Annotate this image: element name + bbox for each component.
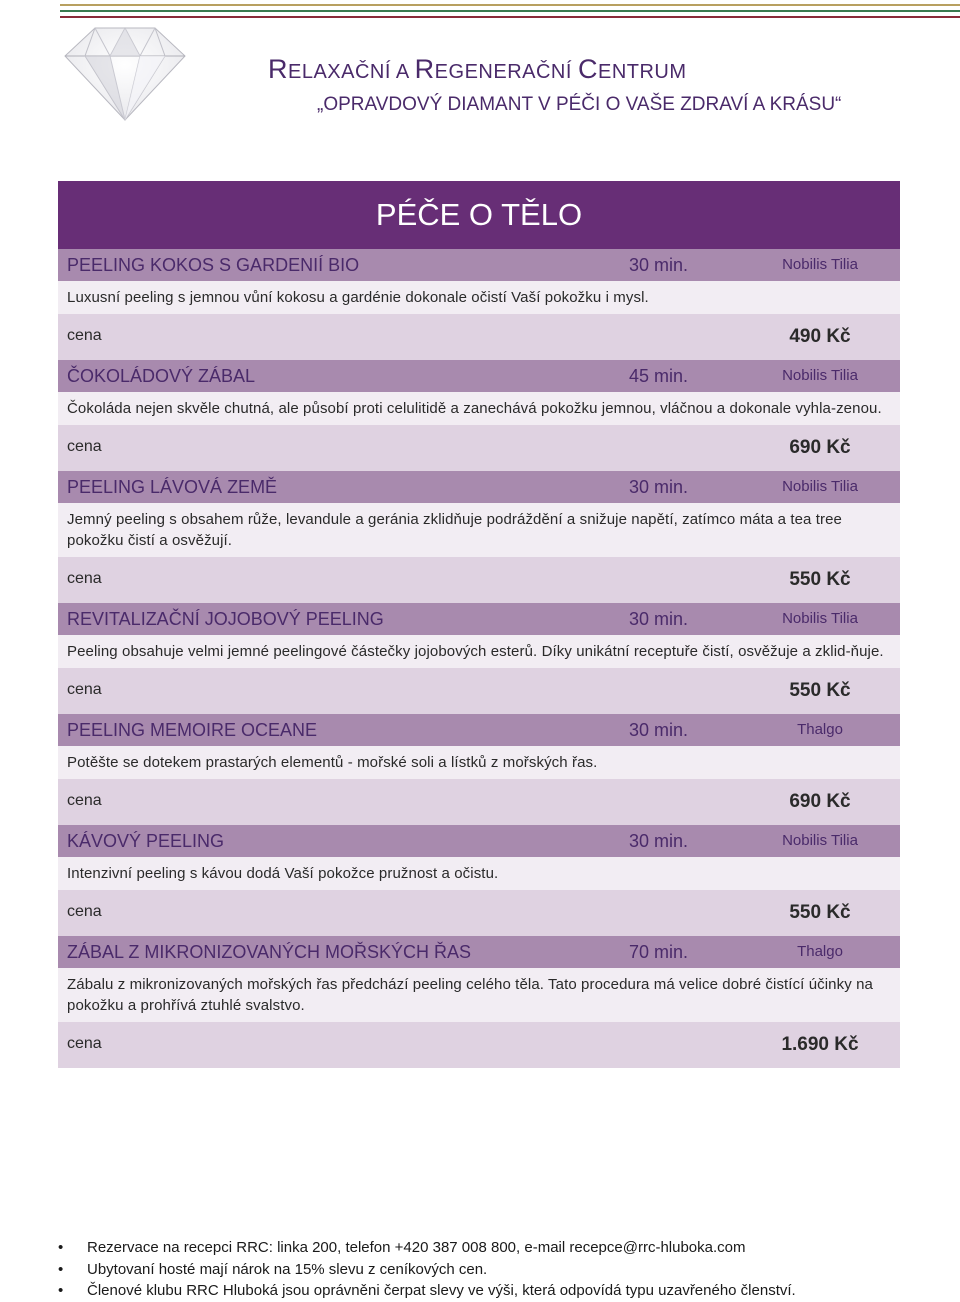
price-value: 690 Kč (789, 791, 851, 812)
center-name-word: ELAXAČNÍ A (288, 61, 415, 83)
treatment-price-row (58, 557, 900, 603)
treatment-brand: Nobilis Tilia (782, 610, 858, 627)
price-value: 1.690 Kč (781, 1034, 859, 1055)
center-name (268, 54, 687, 85)
treatment-name: PEELING MEMOIRE OCEANE (67, 720, 318, 740)
treatment-description: Potěšte se dotekem prastarých elementů - mořské soli a lístků z mořských řas. (58, 746, 900, 779)
treatment-description: Jemný peeling s obsahem růže, levandule a geránia zklidňuje podráždění a snižuje napětí, zatímco máta a tea tree pokožku čistí a osvěžují. (58, 503, 900, 557)
treatment-price-row (58, 779, 900, 825)
center-name-word: EGENERAČNÍ (434, 61, 578, 83)
treatment-name: ZÁBAL Z MIKRONIZOVANÝCH MOŘSKÝCH ŘAS (67, 942, 472, 962)
treatment-description: Intenzivní peeling s kávou dodá Vaší pokožce pružnost a očistu. (58, 857, 900, 890)
treatment-name: PEELING LÁVOVÁ ZEMĚ (67, 477, 278, 497)
treatment-name: REVITALIZAČNÍ JOJOBOVÝ PEELING (67, 609, 384, 629)
bullet-icon: • (58, 1239, 64, 1256)
price-label: cena (67, 903, 102, 920)
treatment-price-list (58, 181, 900, 1068)
treatment-brand: Nobilis Tilia (782, 256, 858, 273)
treatment-name: PEELING KOKOS S GARDENIÍ BIO (67, 255, 360, 275)
treatment-duration: 30 min. (629, 609, 689, 629)
price-value: 550 Kč (789, 902, 851, 923)
price-label: cena (67, 681, 102, 698)
section-title-bar (58, 181, 900, 249)
treatment-name: ČOKOLÁDOVÝ ZÁBAL (67, 366, 256, 386)
treatment-price-row (58, 425, 900, 471)
price-label: cena (67, 570, 102, 587)
price-label: cena (67, 1035, 102, 1052)
treatment-list (58, 249, 900, 1068)
center-name-initial: R (268, 54, 288, 84)
treatment-duration: 30 min. (629, 477, 689, 497)
price-value: 550 Kč (789, 569, 851, 590)
treatment-brand: Thalgo (797, 943, 843, 960)
price-value: 490 Kč (789, 326, 851, 347)
section-title: PÉČE O TĚLO (375, 197, 583, 232)
treatment-duration: 30 min. (629, 255, 689, 275)
price-label: cena (67, 438, 102, 455)
bullet-icon: • (58, 1260, 64, 1278)
info-note (58, 1237, 918, 1259)
info-note-text: Členové klubu RRC Hluboká jsou oprávněni čerpat slevy ve výši, která odpovídá typu uzavřeného členství. (87, 1282, 796, 1299)
center-name-word: ENTRUM (597, 61, 687, 83)
treatment-duration: 45 min. (629, 366, 689, 386)
info-note-text: Rezervace na recepci RRC: linka 200, telefon +420 387 008 800, e-mail recepce@rrc-hluboka.com (87, 1239, 746, 1256)
treatment-price-row (58, 668, 900, 714)
treatment-description: Zábalu z mikronizovaných mořských řas předchází peeling celého těla. Tato procedura má velice dobré čistící účinky na pokožku a prohřívá ztuhlé svalstvo. (58, 968, 900, 1022)
bullet-icon: • (58, 1282, 64, 1299)
treatment-header-row (58, 249, 900, 281)
price-value: 550 Kč (789, 680, 851, 701)
treatment-description: Peeling obsahuje velmi jemné peelingové částečky jojobových esterů. Díky unikátní receptuře čistí, osvěžuje a zklid-ňuje. (58, 635, 900, 668)
price-label: cena (67, 327, 102, 344)
treatment-header-row (58, 360, 900, 392)
price-label: cena (67, 792, 102, 809)
treatment-name: KÁVOVÝ PEELING (67, 831, 225, 851)
treatment-brand: Nobilis Tilia (782, 832, 858, 849)
treatment-header-row (58, 714, 900, 746)
treatment-header-row (58, 471, 900, 503)
treatment-header-row (58, 936, 900, 968)
treatment-price-row (58, 1022, 900, 1068)
treatment-duration: 30 min. (629, 720, 689, 740)
treatment-brand: Nobilis Tilia (782, 367, 858, 384)
center-name-initial: R (414, 54, 435, 84)
treatment-description: Luxusní peeling s jemnou vůní kokosu a gardénie dokonale očistí Vaší pokožku i mysl. (58, 281, 900, 314)
info-note (58, 1259, 918, 1281)
treatment-duration: 70 min. (629, 942, 689, 962)
treatment-price-row (58, 314, 900, 360)
info-note (58, 1280, 918, 1302)
center-name-initial: C (577, 54, 598, 84)
treatment-duration: 30 min. (629, 831, 689, 851)
treatment-price-row (58, 890, 900, 936)
treatment-header-row (58, 825, 900, 857)
price-value: 690 Kč (789, 437, 851, 458)
info-notes-list (58, 1237, 918, 1302)
treatment-header-row (58, 603, 900, 635)
decorative-line-gold (60, 4, 960, 6)
info-note-text: Ubytovaní hosté mají nárok na 15% slevu z ceníkových cen. (87, 1260, 488, 1278)
center-slogan: „OPRAVDOVÝ DIAMANT V PÉČI O VAŠE ZDRAVÍ A KRÁSU“ (317, 94, 842, 115)
diamond-logo-icon (50, 8, 200, 128)
treatment-brand: Nobilis Tilia (782, 478, 858, 495)
treatment-brand: Thalgo (797, 721, 843, 738)
treatment-description: Čokoláda nejen skvěle chutná, ale působí proti celulitidě a zanechává pokožku jemnou, vláčnou a dokonale vyhla-zenou. (58, 392, 900, 425)
